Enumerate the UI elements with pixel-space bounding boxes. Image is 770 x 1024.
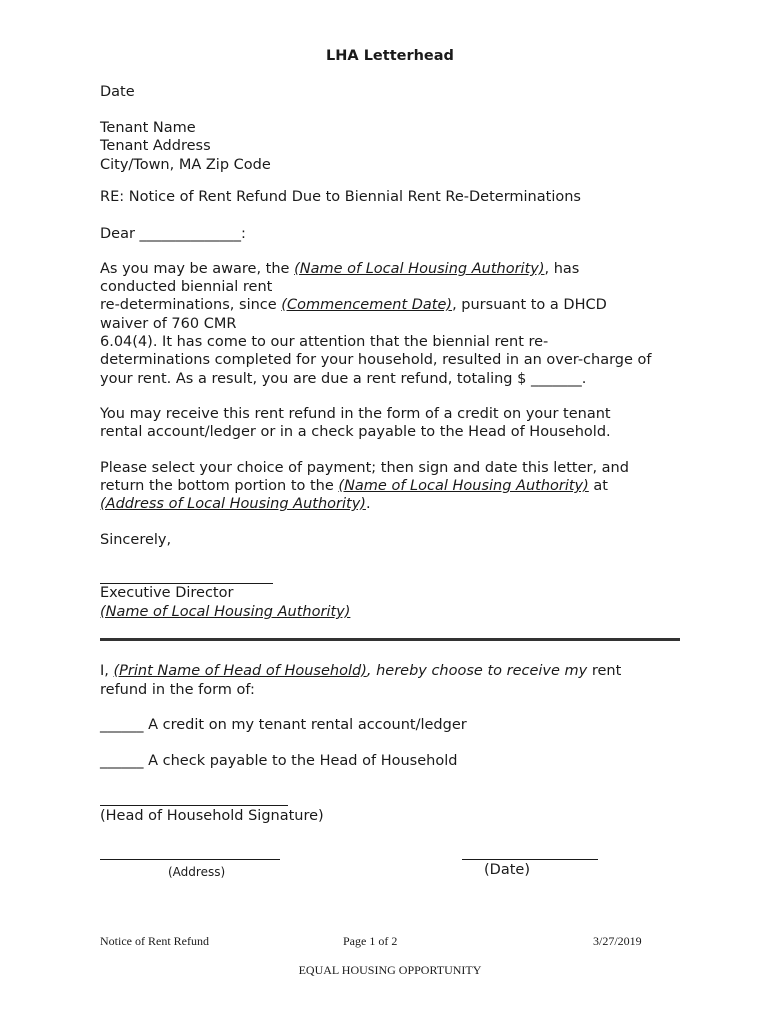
salutation-prefix: Dear xyxy=(100,226,140,242)
head-signature-label: (Head of Household Signature) xyxy=(100,808,324,824)
para1-line3 xyxy=(100,296,607,314)
director-title: Executive Director xyxy=(100,585,234,601)
footer-page-number: Page 1 of 2 xyxy=(343,934,398,948)
form-text: , hereby choose to receive my xyxy=(366,663,588,679)
head-signature-line[interactable] xyxy=(100,805,288,806)
equal-housing-notice: EQUAL HOUSING OPPORTUNITY xyxy=(298,963,482,977)
para1-line7: your rent. As a result, you are due a rent refund, totaling $ _______. xyxy=(100,371,587,387)
tenant-address: Tenant Address xyxy=(100,138,211,154)
letterhead-title: LHA Letterhead xyxy=(326,48,454,64)
form-line2: refund in the form of: xyxy=(100,682,255,698)
para1-text: , pursuant to a DHCD xyxy=(452,297,607,313)
salutation-blank: ______________ xyxy=(139,226,242,242)
credit-option-label: A credit on my tenant rental account/ledger xyxy=(148,717,467,733)
check-option-blank[interactable]: ______ xyxy=(100,753,144,769)
para1-line5: 6.04(4). It has come to our attention that the biennial rent re- xyxy=(100,334,549,350)
footer-date: 3/27/2019 xyxy=(593,934,642,948)
para3-line3 xyxy=(100,495,371,513)
form-text: I, xyxy=(100,663,114,679)
lha-name-placeholder: (Name of Local Housing Authority) xyxy=(294,261,545,277)
tenant-city: City/Town, MA Zip Code xyxy=(100,157,271,173)
tenant-name: Tenant Name xyxy=(100,120,196,136)
para1-line4: waiver of 760 CMR xyxy=(100,316,237,332)
para2-line2: rental account/ledger or in a check payable to the Head of Household. xyxy=(100,424,611,440)
lha-name-placeholder: (Name of Local Housing Authority) xyxy=(338,478,589,494)
para3-text: at xyxy=(588,478,608,494)
para3-line2 xyxy=(100,477,608,495)
check-option-label: A check payable to the Head of Household xyxy=(148,753,458,769)
head-of-household-name-placeholder: (Print Name of Head of Household) xyxy=(113,663,367,679)
para2-line1: You may receive this rent refund in the form of a credit on your tenant xyxy=(100,406,611,422)
lha-address-placeholder: (Address of Local Housing Authority) xyxy=(100,496,366,512)
lha-name-placeholder: (Name of Local Housing Authority) xyxy=(100,604,351,620)
para1-line2: conducted biennial rent xyxy=(100,279,273,295)
section-divider xyxy=(100,638,680,641)
salutation xyxy=(100,225,246,243)
salutation-suffix: : xyxy=(241,226,246,242)
date-placeholder: Date xyxy=(100,84,135,100)
closing: Sincerely, xyxy=(100,532,172,548)
form-text: rent xyxy=(587,663,622,679)
para3-text: return the bottom portion to the xyxy=(100,478,339,494)
address-label: (Address) xyxy=(168,865,226,879)
address-line[interactable] xyxy=(100,859,280,860)
para1-text: As you may be aware, the xyxy=(100,261,295,277)
para1-line1 xyxy=(100,260,579,278)
form-line1 xyxy=(100,662,621,680)
para1-text: re-determinations, since xyxy=(100,297,282,313)
para3-text: . xyxy=(365,496,371,512)
commencement-date-placeholder: (Commencement Date) xyxy=(281,297,453,313)
credit-option-blank[interactable]: ______ xyxy=(100,717,144,733)
date-label: (Date) xyxy=(484,862,530,878)
para1-text: , has xyxy=(544,261,580,277)
para3-line1: Please select your choice of payment; then sign and date this letter, and xyxy=(100,460,629,476)
footer-left: Notice of Rent Refund xyxy=(100,934,209,948)
date-line[interactable] xyxy=(462,859,598,860)
check-option[interactable] xyxy=(100,752,457,770)
credit-option[interactable] xyxy=(100,716,467,734)
para1-line6: determinations completed for your household, resulted in an over-charge of xyxy=(100,352,652,368)
re-line: RE: Notice of Rent Refund Due to Biennial Rent Re-Determinations xyxy=(100,189,581,205)
